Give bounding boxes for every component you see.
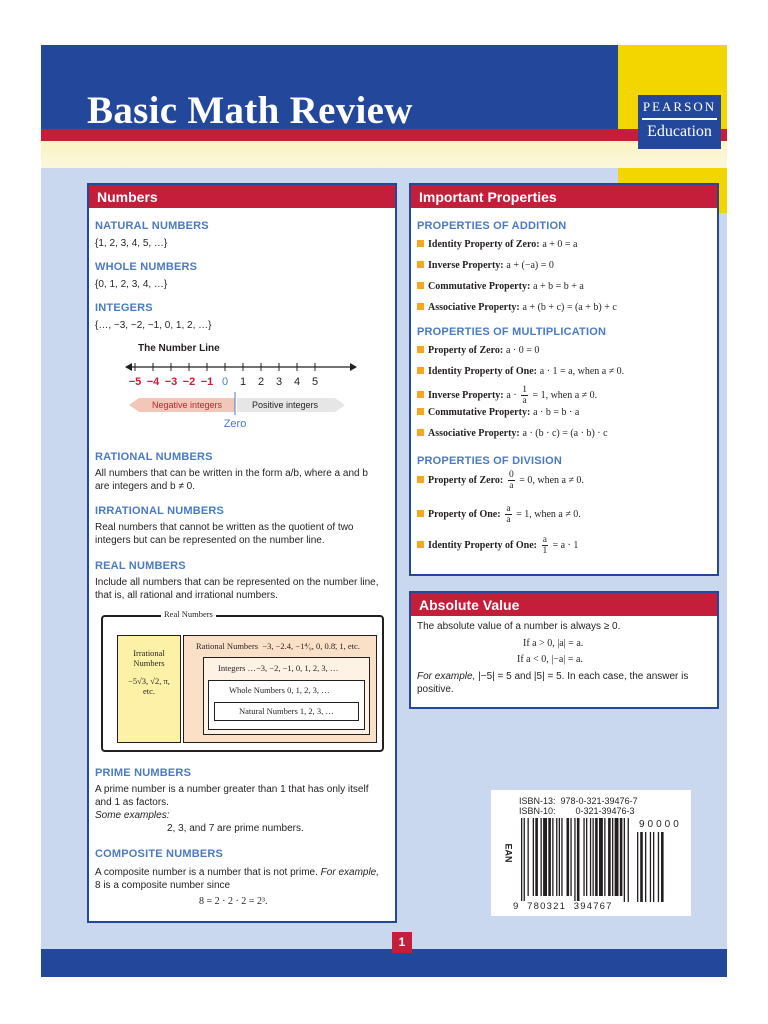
isbn13-text: ISBN-13: 978-0-321-39476-7 <box>519 796 638 806</box>
barcode-bar <box>533 818 534 896</box>
barcode-bar <box>620 818 623 896</box>
natural-box <box>214 702 359 721</box>
prime-examples: 2, 3, and 7 are prime numbers. <box>167 823 304 834</box>
composite-title: COMPOSITE NUMBERS <box>95 848 224 860</box>
numbers-heading: Numbers <box>89 185 395 208</box>
property-rule: $\frac{a}{1}$ = a · 1 <box>542 535 579 556</box>
barcode-bar <box>548 818 551 896</box>
barcode-bar <box>552 818 553 896</box>
logo-rule <box>642 118 717 120</box>
barcode-bar <box>521 818 522 902</box>
property-name: Identity Property of One: <box>428 539 537 551</box>
whole-text: {0, 1, 2, 3, 4, …} <box>95 279 168 290</box>
natural-box-label <box>239 706 334 716</box>
tick-label: 5 <box>311 376 319 388</box>
fraction: $\frac{a}{1}$ <box>542 535 548 556</box>
property-rule: a + 0 = a <box>542 239 578 250</box>
barcode-bar <box>586 818 587 896</box>
property-name: Property of One: <box>428 508 501 520</box>
barcode-bar <box>595 818 598 896</box>
main-barcode-bars <box>521 818 629 902</box>
rational-box-label <box>196 641 360 651</box>
barcode-bar <box>577 818 580 902</box>
barcode-bar <box>608 818 611 896</box>
absolute-value-heading: Absolute Value <box>411 593 717 616</box>
fraction: $\frac{1}{a}$ <box>522 385 527 406</box>
natural-box-name: Natural Numbers <box>239 706 298 716</box>
whole-title: WHOLE NUMBERS <box>95 261 198 273</box>
natural-box-examples: 1, 2, 3, … <box>299 706 334 716</box>
property-rule: a · (b · c) = (a · b) · c <box>522 428 608 439</box>
property-name: Commutative Property: <box>428 281 531 292</box>
barcode-bar <box>615 818 619 896</box>
property-name: Commutative Property: <box>428 407 531 418</box>
real-title: REAL NUMBERS <box>95 560 186 572</box>
addition-title: PROPERTIES OF ADDITION <box>417 220 567 232</box>
bullet-icon <box>417 261 424 268</box>
integers-box <box>203 657 370 735</box>
absolute-line4b: |−5| = 5 and |5| = 5. In each case, the answer is positive. <box>417 671 689 695</box>
absolute-line4a: For example, <box>417 671 476 682</box>
irrational-title: IRRATIONAL NUMBERS <box>95 505 225 517</box>
tick-label: 2 <box>257 376 265 388</box>
irrational-box-label: Irrational Numbers <box>133 648 165 668</box>
absolute-line2: If a > 0, |a| = a. <box>523 638 584 649</box>
whole-box-examples: 0, 1, 2, 3, … <box>287 685 330 695</box>
composite-text-b: For example, <box>320 867 380 878</box>
bullet-icon <box>417 240 424 247</box>
property-name: Associative Property: <box>428 302 520 313</box>
irrational-box-examples: −5√3, √2, π, etc. <box>128 676 170 696</box>
number-line-diagram <box>125 357 357 429</box>
barcode-box <box>491 790 691 916</box>
barcode-bar <box>583 818 584 896</box>
barcode-bar <box>599 818 603 896</box>
barcode-bar <box>528 818 529 896</box>
property-rule: a + (b + c) = (a + b) + c <box>522 302 617 313</box>
tick-label: −1 <box>200 376 214 388</box>
properties-heading: Important Properties <box>411 185 717 208</box>
barcode-bar <box>593 818 594 896</box>
addon-bar <box>637 832 638 902</box>
property-item <box>417 345 539 356</box>
page-sheet <box>41 45 727 977</box>
property-item <box>417 535 578 556</box>
zero-label: Zero <box>223 418 247 429</box>
property-rule: a · 1 = a, when a ≠ 0. <box>539 366 625 377</box>
property-item <box>417 239 578 250</box>
barcode-bar <box>570 818 571 896</box>
real-numbers-label: Real Numbers <box>161 609 216 619</box>
integers-box-examples: …−3, −2, −1, 0, 1, 2, 3, … <box>247 663 339 673</box>
property-rule: $\frac{a}{a}$ = 1, when a ≠ 0. <box>506 504 581 525</box>
addon-bar <box>653 832 654 902</box>
property-rule: a + (−a) = 0 <box>506 260 554 271</box>
addon-bar <box>658 832 659 902</box>
property-rule: a · 0 = 0 <box>505 345 540 356</box>
barcode-bar <box>604 818 605 896</box>
irrational-box <box>117 635 181 743</box>
property-name: Inverse Property: <box>428 260 504 271</box>
whole-box-name: Whole Numbers <box>229 685 285 695</box>
rational-box-examples: −3, −2.4, −1⁴⁄₉, 0, 0.8̄, 1, etc. <box>262 641 360 651</box>
barcode-bar <box>590 818 591 896</box>
barcode-bar <box>574 818 575 902</box>
property-item <box>417 366 624 377</box>
addon-digits: 90000 <box>639 819 682 830</box>
natural-text: {1, 2, 3, 4, 5, …} <box>95 238 168 249</box>
whole-box <box>208 680 365 730</box>
property-item <box>417 385 597 406</box>
bullet-icon <box>417 510 424 517</box>
tick-label: 1 <box>239 376 247 388</box>
bullet-icon <box>417 367 424 374</box>
numbers-panel <box>87 183 397 923</box>
barcode-bar <box>535 818 538 896</box>
barcode-bar <box>556 818 557 896</box>
tick-label: −5 <box>128 376 142 388</box>
integers-box-name: Integers <box>218 663 246 673</box>
fraction: $\frac{0}{a}$ <box>508 470 514 491</box>
integers-title: INTEGERS <box>95 302 153 314</box>
property-item <box>417 470 584 491</box>
addon-bar <box>640 832 643 902</box>
property-rule: a · b = b · a <box>533 407 580 418</box>
property-name: Property of Zero: <box>428 345 504 356</box>
real-numbers-box <box>101 609 384 752</box>
rational-title: RATIONAL NUMBERS <box>95 451 213 463</box>
property-item <box>417 302 617 313</box>
negative-label: Negative integers <box>151 400 223 410</box>
bullet-icon <box>417 391 424 398</box>
bullet-icon <box>417 408 424 415</box>
property-rule: a + b = b + a <box>533 281 584 292</box>
absolute-line4 <box>417 670 707 696</box>
publisher-logo <box>638 95 721 149</box>
tick-label: 3 <box>275 376 283 388</box>
bottom-bar <box>41 949 727 977</box>
integers-text: {…, −3, −2, −1, 0, 1, 2, …} <box>95 320 212 331</box>
property-item <box>417 281 584 292</box>
rational-text: All numbers that can be written in the form a/b, where a and b are integers and b ≠ 0. <box>95 468 368 492</box>
bullet-icon <box>417 346 424 353</box>
barcode-image <box>519 818 669 906</box>
properties-panel <box>409 183 719 576</box>
prime-title: PRIME NUMBERS <box>95 767 192 779</box>
ean-label: EAN <box>503 843 514 863</box>
multiplication-title: PROPERTIES OF MULTIPLICATION <box>417 326 607 338</box>
barcode-bar <box>567 818 570 896</box>
composite-text-c: 8 is a composite number since <box>95 880 231 891</box>
property-name: Identity Property of Zero: <box>428 239 540 250</box>
property-rule: a · $\frac{1}{a}$ = 1, when a ≠ 0. <box>506 385 598 406</box>
barcode-bar <box>543 818 547 896</box>
tick-label: −2 <box>182 376 196 388</box>
natural-title: NATURAL NUMBERS <box>95 220 209 232</box>
page-number: 1 <box>392 932 412 953</box>
property-name: Identity Property of One: <box>428 366 537 377</box>
property-item <box>417 260 554 271</box>
bullet-icon <box>417 303 424 310</box>
composite-text-a: A composite number is a number that is not prime. <box>95 867 318 878</box>
barcode-bar <box>612 818 613 896</box>
barcode-bar <box>624 818 625 902</box>
property-item <box>417 407 579 418</box>
tick-label: −3 <box>164 376 178 388</box>
isbn10-text: ISBN-10: 0-321-39476-3 <box>519 806 635 816</box>
whole-box-label <box>229 685 330 695</box>
property-item <box>417 428 608 439</box>
property-name: Property of Zero: <box>428 474 504 486</box>
barcode-bar <box>541 818 542 896</box>
property-name: Inverse Property: <box>428 389 504 401</box>
barcode-bar <box>561 818 562 896</box>
real-text: Include all numbers that can be represented on the number line, that is, all rational and irrational numbers. <box>95 577 379 601</box>
composite-equation: 8 = 2 · 2 · 2 = 2³. <box>199 896 268 907</box>
logo-line1: PEARSON <box>642 99 717 114</box>
addon-bar <box>650 832 651 902</box>
page-title: Basic Math Review <box>87 89 413 132</box>
logo-line2: Education <box>647 123 712 140</box>
property-name: Associative Property: <box>428 428 520 439</box>
addon-bar <box>645 832 646 902</box>
irrational-text: Real numbers that cannot be written as the quotient of two integers but can be represented on the number line. <box>95 522 354 546</box>
addon-bar <box>661 832 664 902</box>
bullet-icon <box>417 282 424 289</box>
bullet-icon <box>417 541 424 548</box>
absolute-line3: If a < 0, |−a| = a. <box>517 654 583 665</box>
number-line-title: The Number Line <box>138 343 220 354</box>
composite-text <box>95 866 380 892</box>
barcode-bar <box>524 818 525 902</box>
fraction: $\frac{a}{a}$ <box>506 504 511 525</box>
tick-label: 4 <box>293 376 301 388</box>
left-arrowhead <box>125 363 132 371</box>
pale-stripe <box>41 141 727 168</box>
tick-label: 0 <box>221 376 229 388</box>
right-arrowhead <box>350 363 357 371</box>
absolute-value-panel <box>409 591 719 709</box>
rational-box-name: Rational Numbers <box>196 641 259 651</box>
prime-text: A prime number is a number greater than 1 that has only itself and 1 as factors. <box>95 784 369 808</box>
prime-examples-label: Some examples: <box>95 810 170 821</box>
division-title: PROPERTIES OF DIVISION <box>417 455 562 467</box>
positive-label: Positive integers <box>251 400 319 410</box>
addon-barcode-bars <box>637 832 664 902</box>
barcode-digits: 9 780321 394767 <box>513 901 613 912</box>
bullet-icon <box>417 429 424 436</box>
property-rule: $\frac{0}{a}$ = 0, when a ≠ 0. <box>508 470 584 491</box>
absolute-line1: The absolute value of a number is always ≥ 0. <box>417 621 621 632</box>
rational-box <box>183 635 377 743</box>
barcode-bar <box>559 818 560 896</box>
integers-box-label <box>218 663 338 673</box>
property-item <box>417 504 581 525</box>
tick-label: −4 <box>146 376 160 388</box>
bullet-icon <box>417 476 424 483</box>
barcode-bar <box>628 818 629 902</box>
